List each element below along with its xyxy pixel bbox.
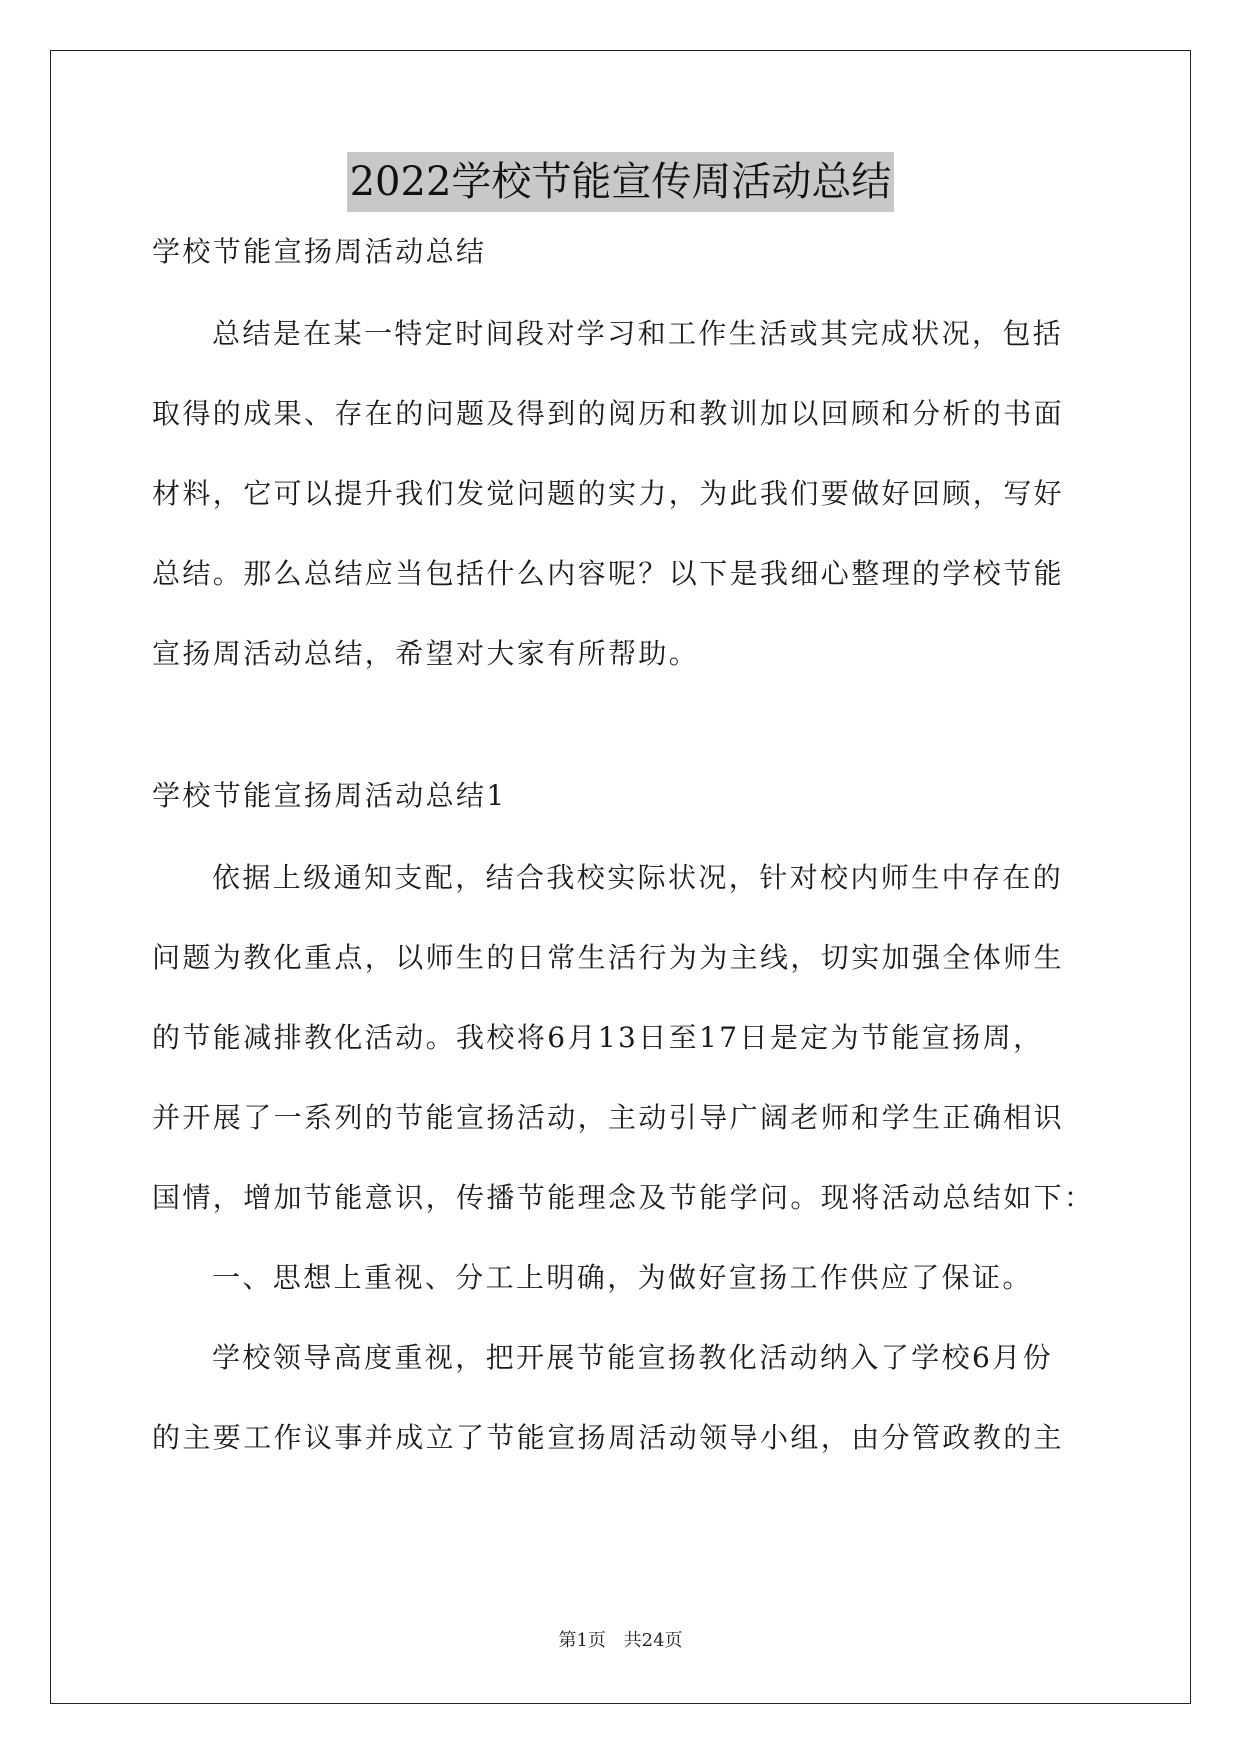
intro-line: 宣扬周活动总结，希望对大家有所帮助。 [152, 637, 700, 670]
point1-line: 的主要工作议事并成立了节能宣扬周活动领导小组，由分管政教的主 [152, 1421, 1065, 1454]
section1-line: 并开展了一系列的节能宣扬活动，主动引导广阔老师和学生正确相识 [152, 1101, 1065, 1134]
section1-line: 问题为教化重点，以师生的日常生活行为为主线，切实加强全体师生 [152, 941, 1065, 974]
section1-line: 国情，增加节能意识，传播节能理念及节能学问。现将活动总结如下： [152, 1181, 1095, 1214]
intro-paragraph [152, 294, 1092, 694]
section1-line: 的节能减排教化活动。我校将6月13日至17日是定为节能宣扬周， [152, 1021, 1044, 1054]
document-subtitle: 学校节能宣扬周活动总结 [152, 235, 487, 268]
section1-line: 依据上级通知支配，结合我校实际状况，针对校内师生中存在的 [212, 861, 1064, 894]
page-total: 共24页 [623, 1630, 683, 1651]
intro-line: 取得的成果、存在的问题及得到的阅历和教训加以回顾和分析的书面 [152, 397, 1065, 430]
page-number: 第1页 [558, 1630, 606, 1651]
section-heading: 学校节能宣扬周活动总结1 [152, 779, 507, 812]
intro-line: 总结。那么总结应当包括什么内容呢？以下是我细心整理的学校节能 [152, 557, 1065, 590]
spacer [152, 694, 1092, 774]
section1-paragraph [152, 838, 1095, 1478]
point1-line: 学校领导高度重视，把开展节能宣扬教化活动纳入了学校6月份 [212, 1341, 1054, 1374]
document-title: 2022学校节能宣传周活动总结 [347, 152, 895, 212]
intro-line: 材料，它可以提升我们发觉问题的实力，为此我们要做好回顾，写好 [152, 477, 1065, 510]
title-container [0, 152, 1241, 212]
document-body [152, 230, 1095, 1478]
point-heading: 一、思想上重视、分工上明确，为做好宣扬工作供应了保证。 [212, 1261, 1033, 1294]
page-footer [0, 1626, 1241, 1652]
intro-line: 总结是在某一特定时间段对学习和工作生活或其完成状况，包括 [212, 317, 1064, 350]
